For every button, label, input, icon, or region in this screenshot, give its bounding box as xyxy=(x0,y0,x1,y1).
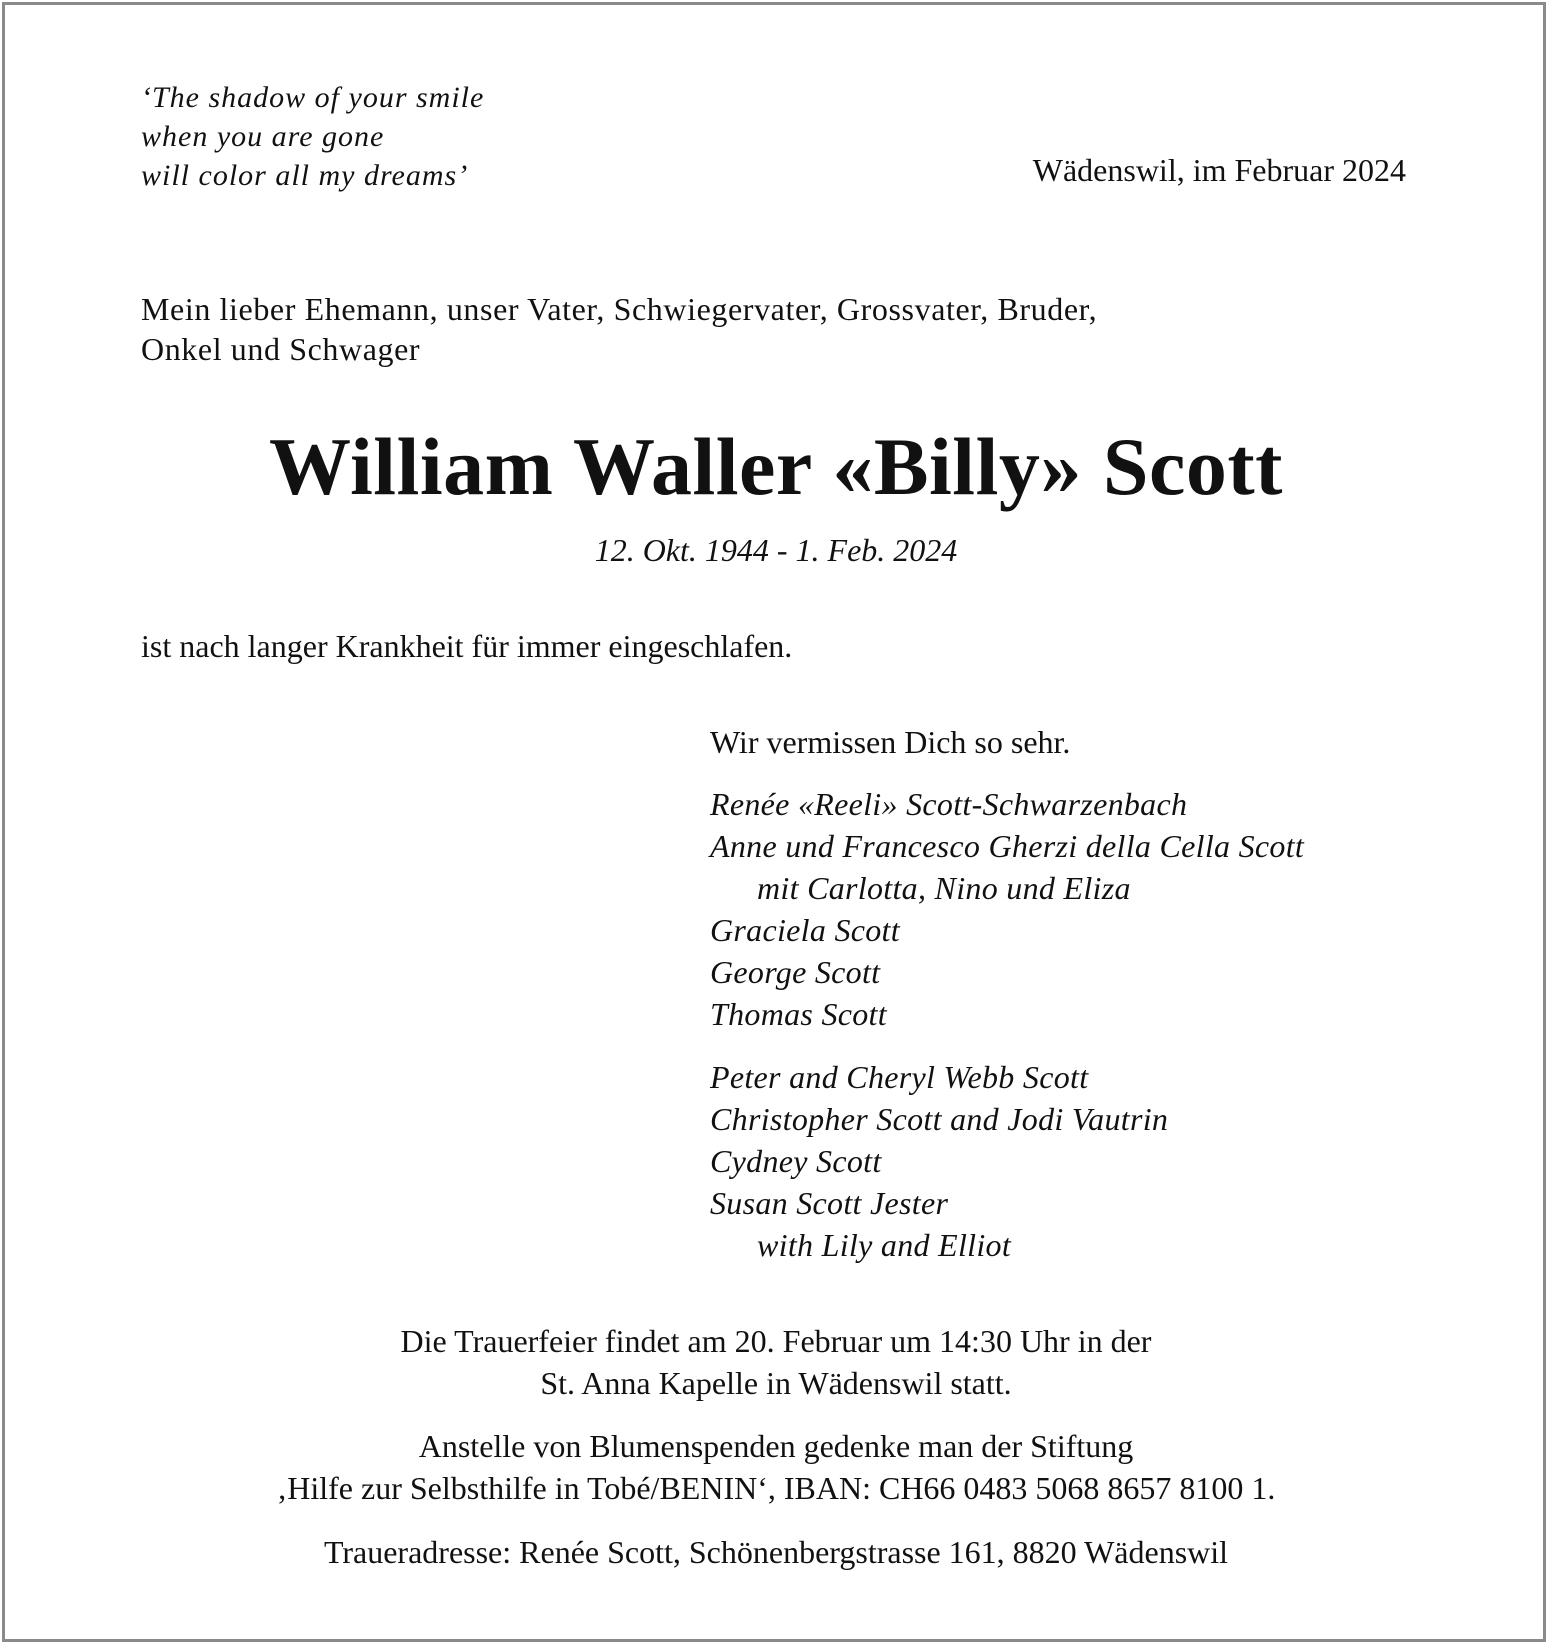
mourner-name: Renée «Reeli» Scott-Schwarzenbach xyxy=(710,786,1188,822)
intro-line: Mein lieber Ehemann, unser Vater, Schwiegervater, Grossvater, Bruder, xyxy=(141,291,1098,327)
mourner-name: Cydney Scott xyxy=(710,1143,882,1179)
intro-text xyxy=(141,289,1097,369)
intro-line: Onkel und Schwager xyxy=(141,331,421,367)
ceremony-line: St. Anna Kapelle in Wädenswil statt. xyxy=(540,1365,1012,1401)
donation-line: ‚Hilfe zur Selbsthilfe in Tobé/BENIN‘, IBAN: CH66 0483 5068 8657 8100 1. xyxy=(276,1470,1276,1506)
ceremony-info xyxy=(0,1320,1552,1404)
quote-line: will color all my dreams’ xyxy=(141,159,469,192)
mourning-address: Traueradresse: Renée Scott, Schönenbergstrasse 161, 8820 Wädenswil xyxy=(323,1534,1229,1570)
quote-line: when you are gone xyxy=(141,120,385,153)
mourner-name: Graciela Scott xyxy=(710,912,900,948)
closing-line: Wir vermissen Dich so sehr. xyxy=(710,724,1071,760)
mourners-group-2 xyxy=(710,1056,1168,1266)
place-and-date: Wädenswil, im Februar 2024 xyxy=(1032,152,1406,188)
mourner-name: George Scott xyxy=(710,954,881,990)
mourner-name: Anne und Francesco Gherzi della Cella Scott xyxy=(710,828,1305,864)
mourner-name: Susan Scott Jester xyxy=(710,1185,949,1221)
mourner-name: with Lily and Elliot xyxy=(757,1227,1012,1263)
donation-info xyxy=(0,1425,1552,1509)
ceremony-line: Die Trauerfeier findet am 20. Februar um 14:30 Uhr in der xyxy=(400,1323,1152,1359)
mourner-name: Thomas Scott xyxy=(710,996,887,1032)
epigraph-quote xyxy=(141,78,484,195)
announcement-text: ist nach langer Krankheit für immer eingeschlafen. xyxy=(141,628,793,664)
mourners-group-1 xyxy=(710,783,1304,1035)
mourner-name: mit Carlotta, Nino und Eliza xyxy=(757,870,1131,906)
life-dates: 12. Okt. 1944 - 1. Feb. 2024 xyxy=(594,532,958,568)
deceased-name: William Waller «Billy» Scott xyxy=(269,421,1283,512)
mourner-name: Christopher Scott and Jodi Vautrin xyxy=(710,1101,1169,1137)
mourner-name: Peter and Cheryl Webb Scott xyxy=(710,1059,1089,1095)
quote-line: ‘The shadow of your smile xyxy=(141,81,485,114)
donation-line: Anstelle von Blumenspenden gedenke man der Stiftung xyxy=(418,1428,1134,1464)
